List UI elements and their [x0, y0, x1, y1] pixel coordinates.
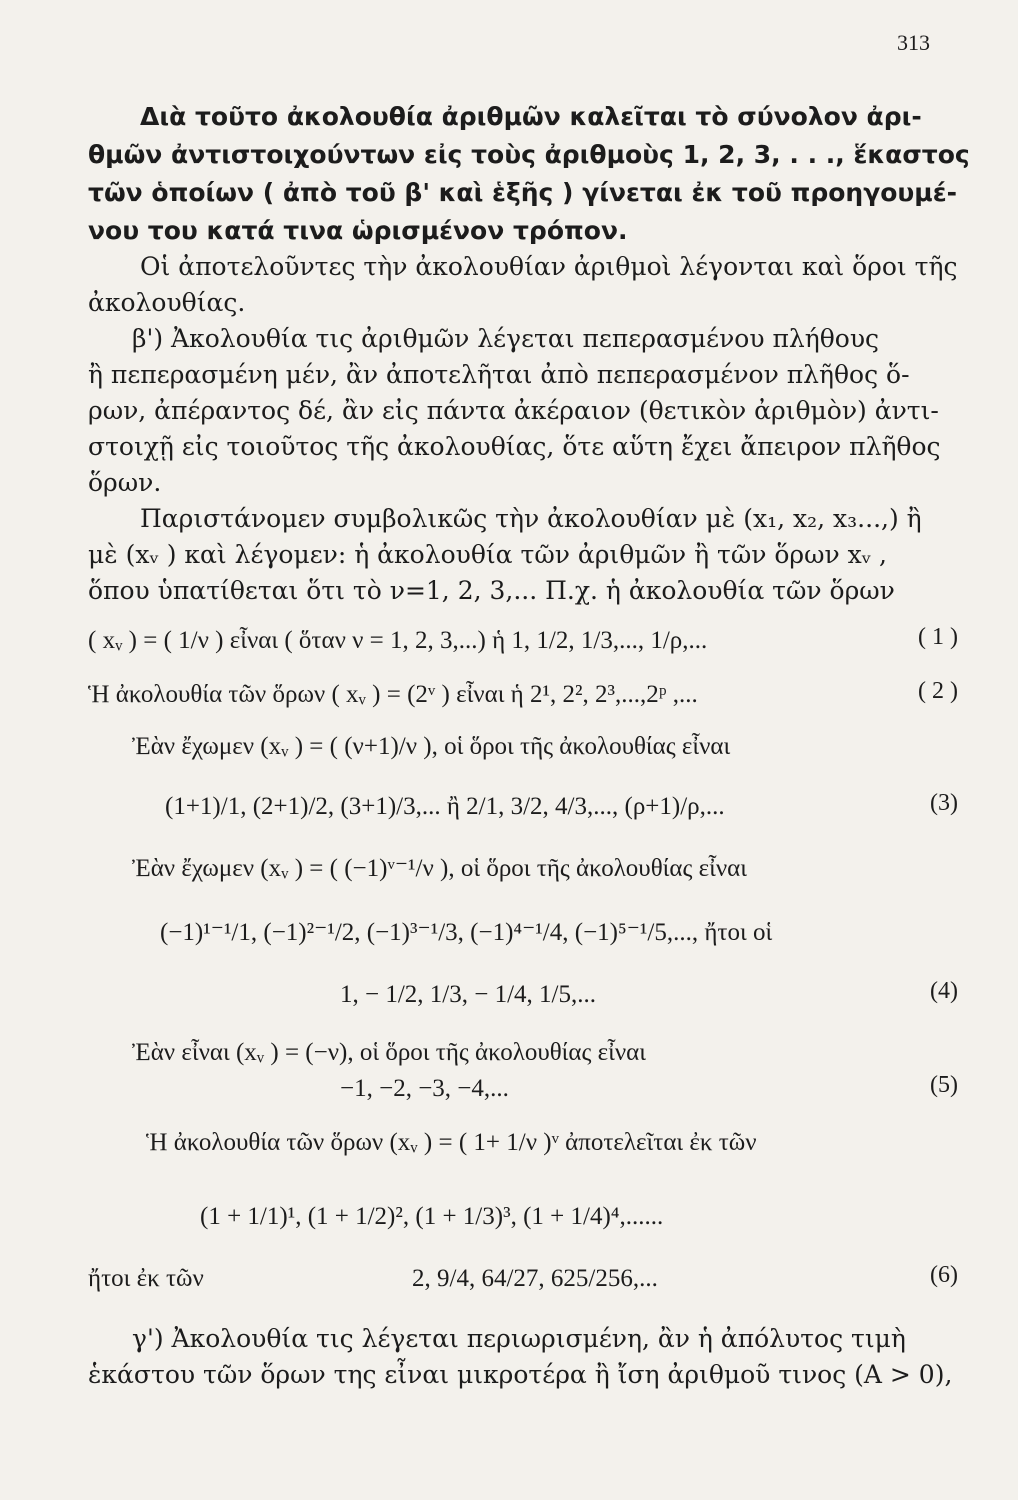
text-line-final-2: ἑκάστου τῶν ὅρων της εἶναι μικροτέρα ἢ ἴση ἀριθμοῦ τινος (A > 0),	[88, 1360, 953, 1389]
equation-4-number: (4)	[930, 978, 958, 1004]
text-line-14: ὅπου ὑπατίθεται ὅτι τὸ ν=1, 2, 3,... Π.χ. ἡ ἀκολουθία τῶν ὅρων	[88, 576, 895, 605]
equation-1: ( xᵥ ) = ( 1/ν ) εἶναι ( ὅταν ν = 1, 2, 3,...) ἡ 1, 1/2, 1/3,..., 1/ρ,...	[88, 627, 708, 654]
equation-6b: 2, 9/4, 64/27, 625/256,...	[412, 1265, 658, 1292]
equation-3-intro: Ἐὰν ἔχωμεν (xᵥ ) = ( (ν+1)/ν ), οἱ ὅροι τῆς ἀκολουθίας εἶναι	[132, 733, 731, 760]
text-line-2: θμῶν ἀντιστοιχούντων εἰς τοὺς ἀριθμοὺς 1, 2, 3, . . ., ἕκαστος	[88, 140, 970, 169]
text-line-3: τῶν ὁποίων ( ἀπὸ τοῦ β' καὶ ἑξῆς ) γίνεται ἐκ τοῦ προηγουμέ-	[88, 178, 957, 207]
text-line-13: μὲ (xᵥ ) καὶ λέγομεν: ἡ ἀκολουθία τῶν ἀριθμῶν ἢ τῶν ὅρων xᵥ ,	[88, 540, 887, 569]
text-line-4: νου του κατά τινα ὡρισμένον τρόπον.	[88, 216, 628, 245]
text-line-6: ἀκολουθίας.	[88, 288, 246, 317]
equation-6b-label: ἤτοι ἐκ τῶν	[88, 1265, 204, 1292]
text-line-5: Οἱ ἀποτελοῦντες τὴν ἀκολουθίαν ἀριθμοὶ λέγονται καὶ ὅροι τῆς	[140, 252, 958, 281]
equation-5-number: (5)	[930, 1072, 958, 1098]
text-line-11: ὅρων.	[88, 468, 162, 497]
equation-4a: (−1)¹⁻¹/1, (−1)²⁻¹/2, (−1)³⁻¹/3, (−1)⁴⁻¹/4, (−1)⁵⁻¹/5,..., ἤτοι οἱ	[160, 919, 773, 946]
equation-6-intro: Ἡ ἀκολουθία τῶν ὅρων (xᵥ ) = ( 1+ 1/ν )ᵛ ἀποτελεῖται ἐκ τῶν	[146, 1129, 757, 1156]
equation-2: Ἡ ἀκολουθία τῶν ὅρων ( xᵥ ) = (2ᵛ ) εἶναι ἡ 2¹, 2², 2³,...,2ᵖ ,...	[88, 681, 698, 708]
text-line-8: ἢ πεπερασμένη μέν, ἂν ἀποτελῆται ἀπὸ πεπερασμένον πλῆθος ὅ-	[88, 360, 910, 389]
page-number: 313	[897, 30, 930, 55]
equation-3-number: (3)	[930, 790, 958, 816]
equation-1-number: ( 1 )	[918, 624, 958, 650]
equation-4b: 1, − 1/2, 1/3, − 1/4, 1/5,...	[340, 981, 596, 1008]
equation-4-intro: Ἐὰν ἔχωμεν (xᵥ ) = ( (−1)ᵛ⁻¹/ν ), οἱ ὅροι τῆς ἀκολουθίας εἶναι	[132, 855, 747, 882]
equation-6-number: (6)	[930, 1262, 958, 1288]
equation-2-number: ( 2 )	[918, 678, 958, 704]
text-line-1: Διὰ τοῦτο ἀκολουθία ἀριθμῶν καλεῖται τὸ σύνολον ἀρι-	[140, 102, 922, 131]
equation-5: −1, −2, −3, −4,...	[340, 1075, 509, 1102]
equation-3: (1+1)/1, (2+1)/2, (3+1)/3,... ἢ 2/1, 3/2, 4/3,..., (ρ+1)/ρ,...	[165, 793, 725, 820]
text-line-7: β') Ἀκολουθία τις ἀριθμῶν λέγεται πεπερασμένου πλήθους	[132, 324, 880, 353]
equation-6a: (1 + 1/1)¹, (1 + 1/2)², (1 + 1/3)³, (1 + 1/4)⁴,......	[200, 1203, 664, 1230]
text-line-9: ρων, ἀπέραντος δέ, ἂν εἰς πάντα ἀκέραιον (θετικὸν ἀριθμὸν) ἀντι-	[88, 396, 939, 425]
text-line-final-1: γ') Ἀκολουθία τις λέγεται περιωρισμένη, ἂν ἡ ἀπόλυτος τιμὴ	[132, 1324, 906, 1353]
text-line-12: Παριστάνομεν συμβολικῶς τὴν ἀκολουθίαν μὲ (x₁, x₂, x₃...,) ἢ	[140, 504, 922, 533]
text-line-10: στοιχῇ εἰς τοιοῦτος τῆς ἀκολουθίας, ὅτε αὕτη ἔχει ἄπειρον πλῆθος	[88, 432, 941, 461]
equation-5-intro: Ἐὰν εἶναι (xᵥ ) = (−ν), οἱ ὅροι τῆς ἀκολουθίας εἶναι	[132, 1039, 647, 1066]
